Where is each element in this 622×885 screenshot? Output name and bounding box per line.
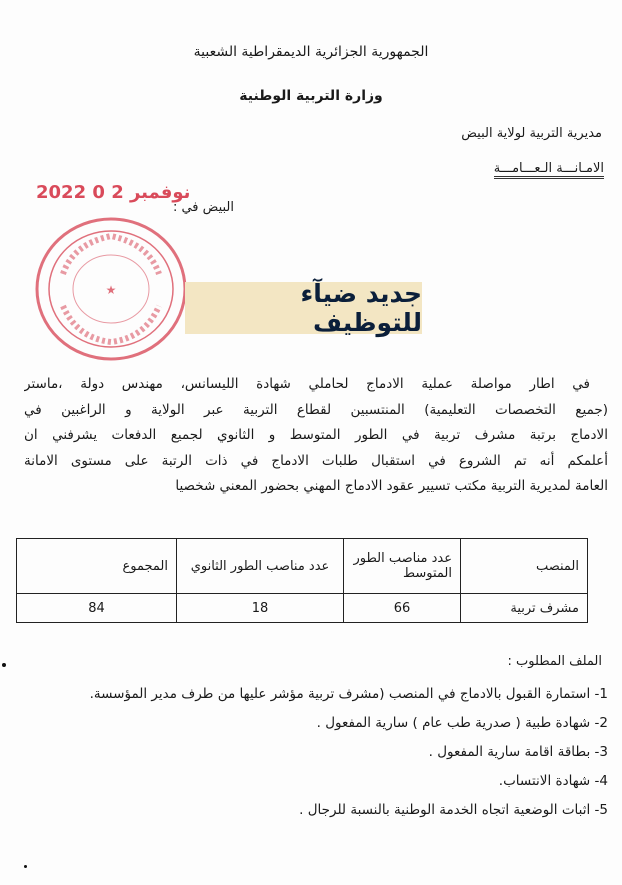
place-date-label: البيض في : bbox=[172, 200, 234, 215]
svg-text:★: ★ bbox=[105, 283, 117, 297]
republic-heading: الجمهورية الجزائرية الديمقراطية الشعبية bbox=[193, 44, 429, 60]
table-cell: 66 bbox=[344, 594, 461, 623]
list-item: 4- شهادة الانتساب. bbox=[498, 773, 608, 789]
paragraph-line: العامة لمديرية التربية مكتب تسيير عقود الادماج المهني بحضور المعني شخصيا bbox=[175, 478, 608, 494]
table-cell: 18 bbox=[177, 594, 344, 623]
official-seal-icon bbox=[33, 214, 189, 364]
required-files-title: الملف المطلوب : bbox=[507, 654, 602, 669]
list-item: 1- استمارة القبول بالادماج في المنصب (مشرف تربية مؤشر عليها من طرف مدير المؤسسة. bbox=[89, 686, 608, 702]
table-header-cell: المجموع bbox=[17, 539, 177, 594]
paragraph-line: (جميع التخصصات التعليمية) المنتسبين لقطاع التربية عبر الولاية و الراغبين في bbox=[24, 401, 608, 418]
positions-table bbox=[16, 538, 588, 623]
bullet-dot bbox=[2, 663, 6, 667]
table-cell: 84 bbox=[17, 594, 177, 623]
paragraph-line: الادماج برتبة مشرف تربية في الطور المتوسط و الثانوي لجميع الدفعات يشرفني ان bbox=[24, 427, 608, 443]
paragraph-line: أعلمكم أنه تم الشروع في استقبال طلبات الادماج في ذات الرتبة على مستوى الامانة bbox=[24, 452, 608, 469]
table-row bbox=[17, 594, 588, 623]
table-cell: مشرف تربية bbox=[461, 594, 588, 623]
date-stamp: 2022 نوفمبر 2 0 bbox=[36, 182, 191, 203]
bullet-dot bbox=[24, 865, 27, 868]
table-header-cell: عدد مناصب الطور المتوسط bbox=[344, 539, 461, 594]
ministry-heading: وزارة التربية الوطنية bbox=[239, 88, 383, 104]
directorate-label: مديرية التربية لولاية البيض bbox=[461, 126, 602, 141]
table-header-cell: المنصب bbox=[461, 539, 588, 594]
table-header-cell: عدد مناصب الطور الثانوي bbox=[177, 539, 344, 594]
list-item: 3- بطاقة اقامة سارية المفعول . bbox=[428, 744, 608, 760]
table-header-row bbox=[17, 539, 588, 594]
list-item: 2- شهادة طبية ( صدرية طب عام ) سارية المفعول . bbox=[316, 715, 608, 731]
watermark-banner: جديد ضيآء للتوظيف bbox=[185, 282, 422, 334]
announcement-paragraph bbox=[24, 372, 608, 500]
secretariat-label: الامـانـــة الـعـــامـــة bbox=[494, 161, 604, 176]
required-files-list bbox=[24, 686, 608, 826]
list-item: 5- اثبات الوضعية اتجاه الخدمة الوطنية بالنسبة للرجال . bbox=[299, 802, 608, 818]
paragraph-line: في اطار مواصلة عملية الادماج لحاملي شهادة الليسانس، مهندس دولة ،ماستر bbox=[24, 376, 590, 392]
